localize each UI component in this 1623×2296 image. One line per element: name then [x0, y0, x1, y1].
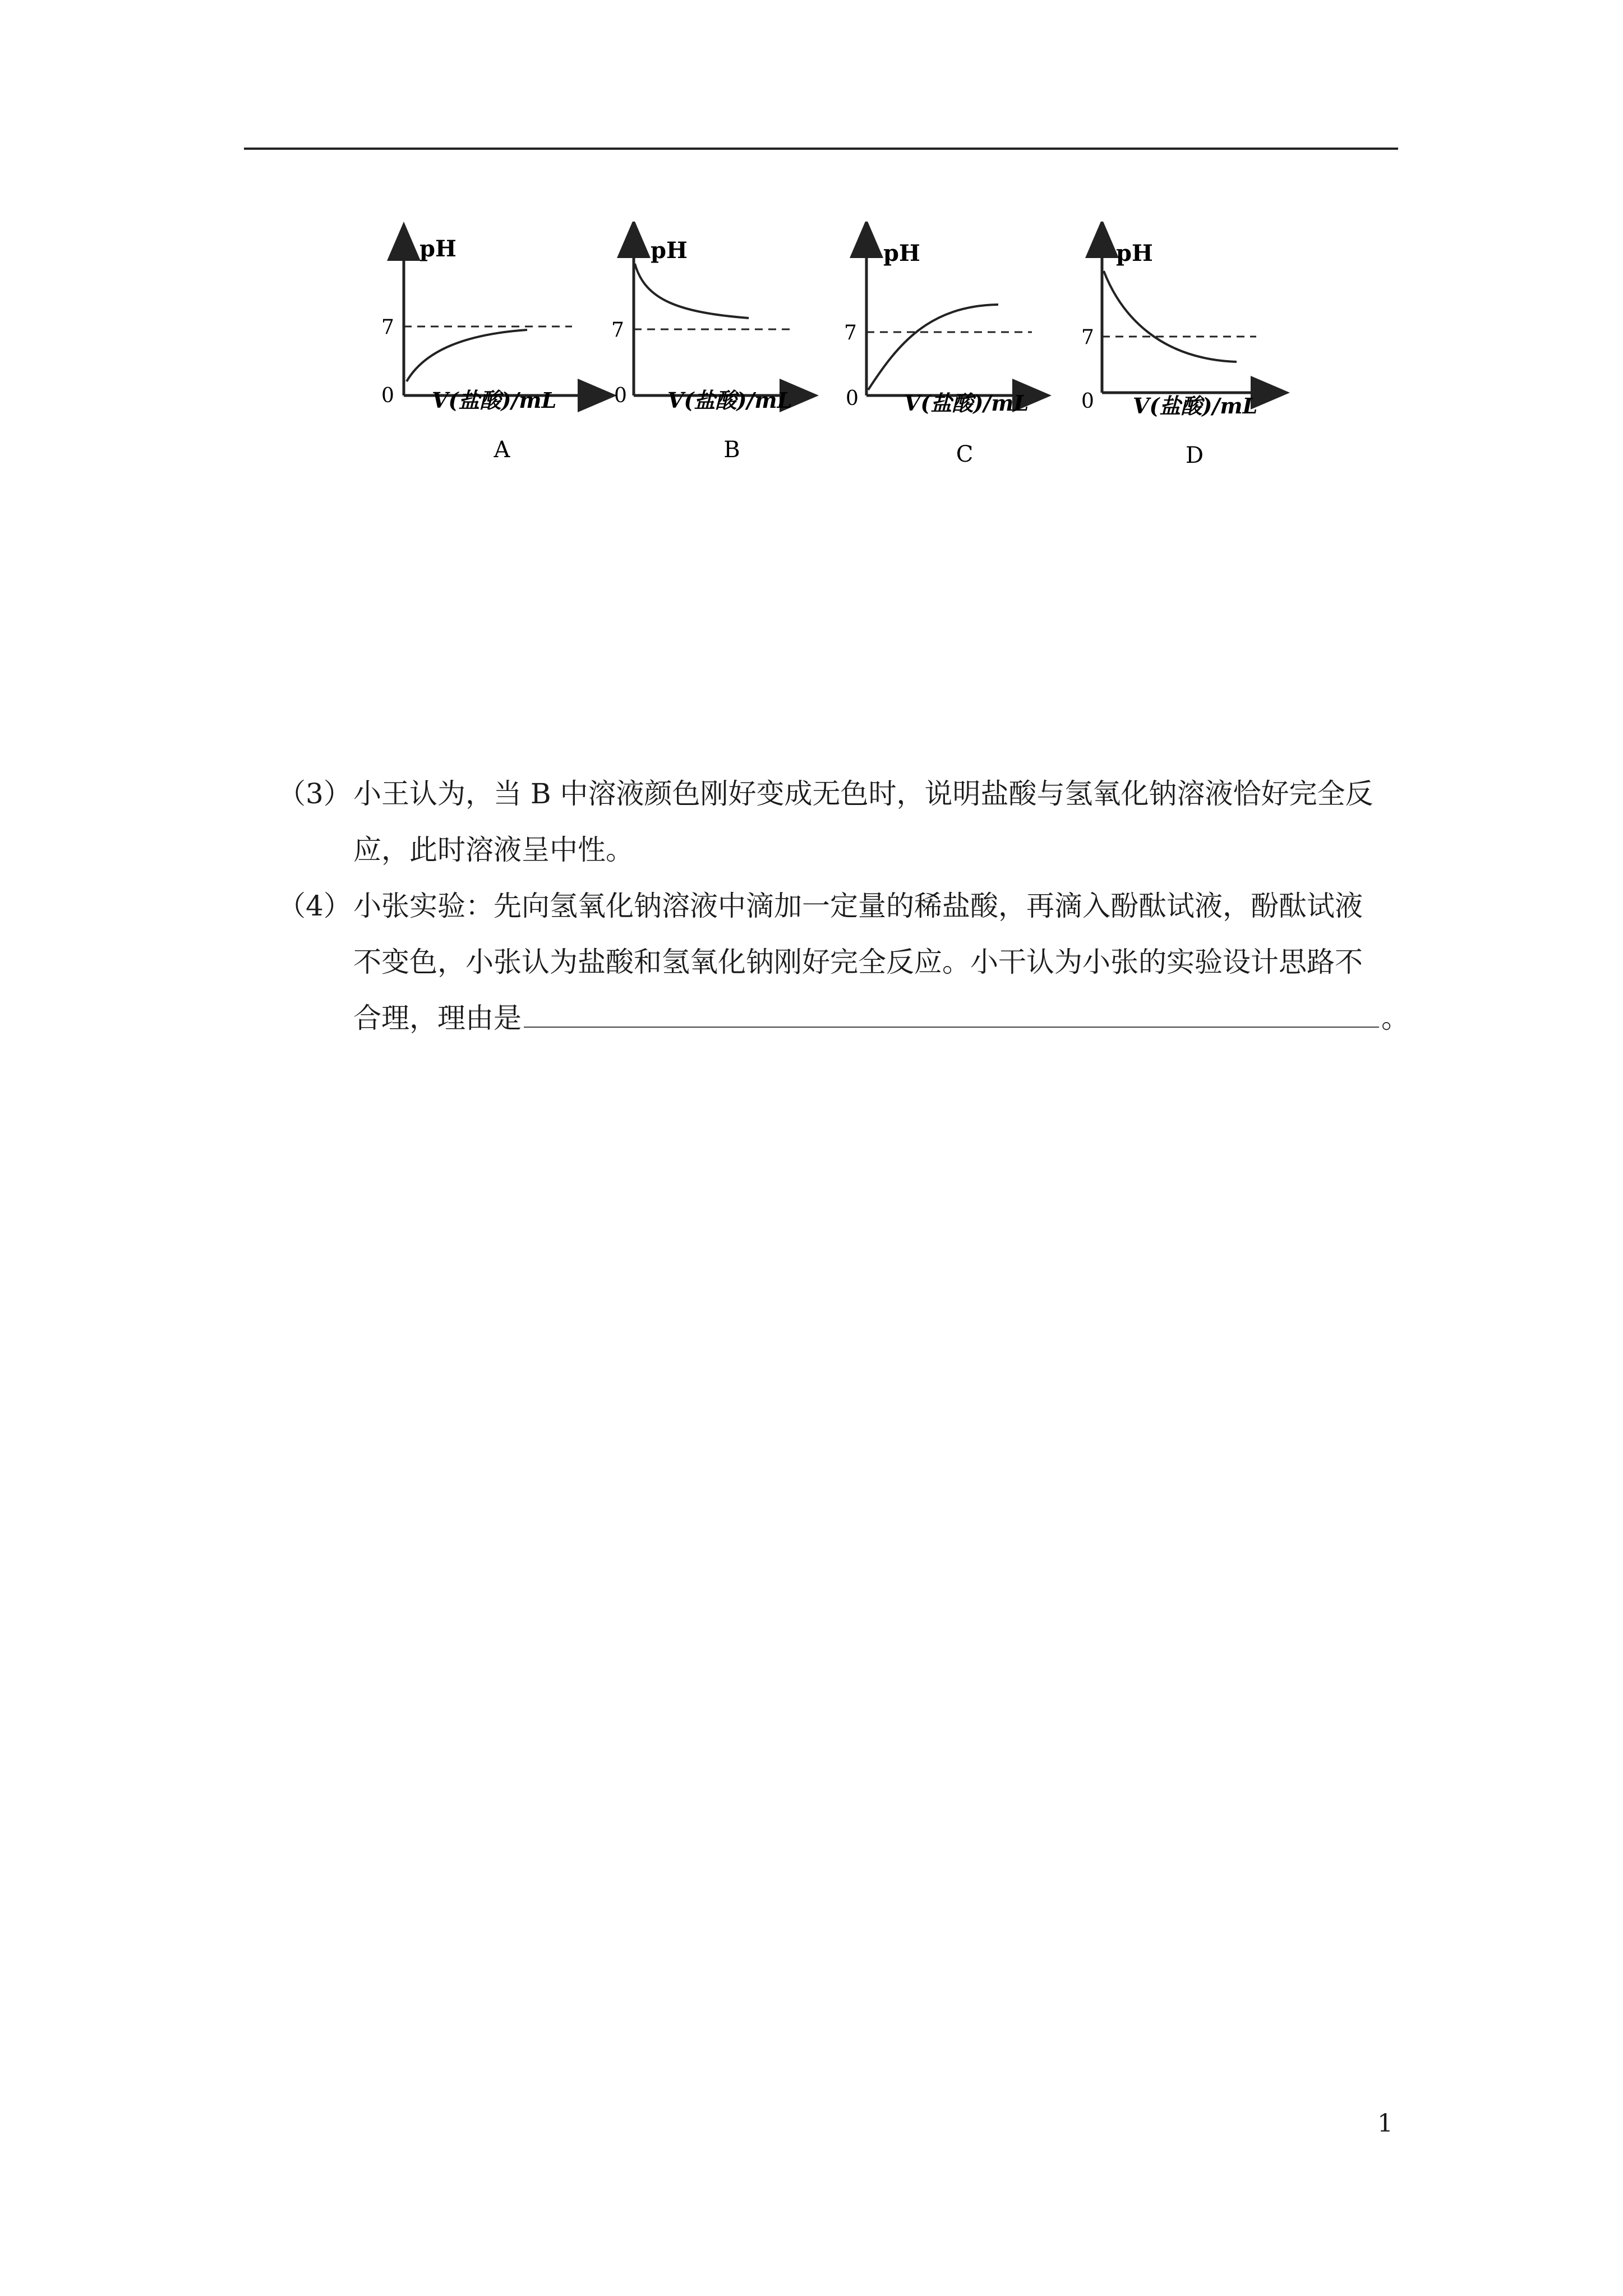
- panel-d-y-label: pH: [1116, 240, 1153, 266]
- panel-b-origin-label: 0: [614, 384, 627, 407]
- panel-a-x-label: V(盐酸)/mL: [432, 388, 557, 413]
- header-rule: [244, 148, 1398, 150]
- panel-b-y-label: pH: [651, 237, 688, 264]
- panel-c-y-label: pH: [883, 240, 920, 266]
- question-3-number: （3）: [278, 777, 352, 810]
- panel-c-origin-label: 0: [846, 387, 859, 410]
- panel-d-x-label: V(盐酸)/mL: [1133, 393, 1258, 418]
- question-4-line-3-prefix: 合理，理由是: [353, 1002, 522, 1034]
- panel-b-x-label: V(盐酸)/mL: [667, 388, 792, 413]
- panel-b-seven-label: 7: [611, 319, 624, 342]
- panel-c-seven-label: 7: [844, 321, 857, 344]
- question-4-line-2: 不变色，小张认为盐酸和氢氧化钠刚好完全反应。小干认为小张的实验设计思路不: [353, 946, 1363, 978]
- panel-a-seven-label: 7: [381, 316, 394, 339]
- ph-curves-svg: [376, 222, 1301, 480]
- panel-c: [844, 236, 1035, 467]
- panel-a-origin-label: 0: [381, 384, 394, 407]
- question-3: [278, 766, 1399, 878]
- panel-b: [611, 236, 802, 463]
- question-4: [278, 878, 1409, 1046]
- answer-blank[interactable]: [524, 997, 1379, 1028]
- panel-d: [1081, 236, 1273, 468]
- panel-d-seven-label: 7: [1081, 326, 1094, 349]
- panel-d-origin-label: 0: [1081, 390, 1094, 413]
- panel-c-x-label: V(盐酸)/mL: [904, 390, 1029, 416]
- panel-a-letter: A: [494, 437, 510, 463]
- question-4-number: （4）: [278, 890, 352, 922]
- panel-d-letter: D: [1185, 443, 1204, 468]
- panel-c-letter: C: [956, 441, 974, 467]
- question-4-line-3: [353, 990, 1409, 1046]
- question-4-line-3-suffix: 。: [1381, 1002, 1409, 1034]
- panel-b-letter: B: [723, 437, 740, 463]
- question-4-line-1: 小张实验：先向氢氧化钠溶液中滴加一定量的稀盐酸，再滴入酚酞试液，酚酞试液: [353, 890, 1363, 922]
- panel-a: [381, 236, 600, 463]
- panel-a-y-label: pH: [419, 236, 457, 262]
- question-3-line-1: 小王认为，当 B 中溶液颜色刚好变成无色时，说明盐酸与氢氧化钠溶液恰好完全反: [353, 777, 1373, 810]
- question-3-line-2: 应，此时溶液呈中性。: [353, 834, 634, 866]
- page-number: 1: [1377, 2109, 1393, 2138]
- ph-curves-figure: [376, 222, 1301, 480]
